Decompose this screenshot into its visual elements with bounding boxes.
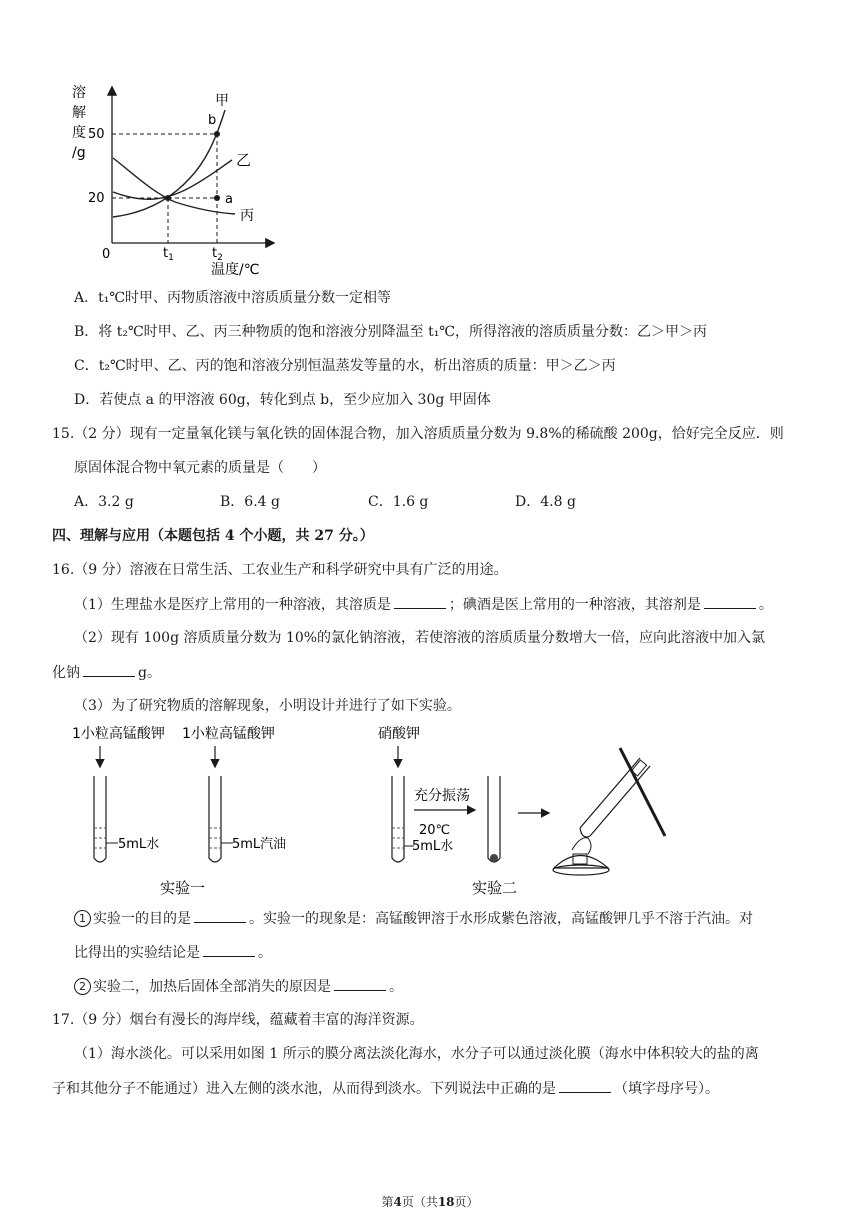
q16-stem: 16.（9 分）溶液在日常生活、工农业生产和科学研究中具有广泛的用途。: [52, 562, 508, 578]
q16-part2-text-b: g。: [138, 665, 161, 681]
xtick-t2: $t_2$: [212, 246, 223, 263]
q17-stem: 17.（9 分）烟台有漫长的海岸线，蕴藏着丰富的海洋资源。: [52, 1012, 424, 1028]
q17-blank-answer[interactable]: [559, 1078, 611, 1093]
q14-option-a: A．t₁℃时甲、丙物质溶液中溶质质量分数一定相等: [74, 290, 392, 306]
q15-stem-line2: 原固体混合物中氧元素的质量是（ ）: [74, 460, 326, 476]
q16-sub2-text-b: 。: [389, 979, 403, 995]
q16-blank-exp1-conclusion[interactable]: [203, 942, 255, 957]
q16-sub1-text-b: 。实验一的现象是：高锰酸钾溶于水形成紫色溶液，高锰酸钾几乎不溶于汽油。对: [249, 911, 753, 927]
xtick-t1: $t_1$: [163, 246, 174, 263]
q16-blank-nacl-mass[interactable]: [83, 662, 135, 677]
ylabel-char-4: /g: [72, 145, 86, 161]
ytick-20: 20: [88, 191, 105, 206]
point-b-label: b: [208, 113, 217, 128]
exp2-label-temp: 20℃: [419, 823, 451, 838]
q16-blank-exp2-reason[interactable]: [334, 976, 386, 991]
ylabel-char-2: 解: [72, 105, 86, 121]
point-b-marker: [214, 131, 220, 137]
q15-option-a: A．3.2 g: [74, 494, 134, 510]
q16-part1-text-b: ；碘酒是医上常用的一种溶液，其溶剂是: [448, 597, 701, 613]
q16-part2-line2: [52, 662, 161, 683]
origin-label: 0: [102, 247, 111, 262]
footer-middle: 页（共: [401, 1195, 438, 1209]
q15-stem-line1: 15.（2 分）现有一定量氧化镁与氧化铁的固体混合物，加入溶质质量分数为 9.8%的稀硫酸 200g，恰好完全反应．则: [52, 426, 784, 442]
footer-total-pages: 18: [437, 1195, 455, 1209]
q16-sub1-line2-text-b: 。: [258, 945, 272, 961]
circled-number-2: 2: [74, 978, 91, 995]
ytick-50: 50: [88, 127, 105, 142]
q16-blank-exp1-purpose[interactable]: [194, 908, 246, 923]
intersection-marker: [165, 195, 171, 201]
exp2-tube-1: [392, 776, 404, 862]
xlabel: 温度/℃: [211, 262, 260, 278]
q16-part1-end: 。: [758, 597, 773, 613]
q16-sub1-text-a: 实验一的目的是: [93, 911, 191, 927]
heating-setup: [553, 748, 665, 875]
q16-sub2: [74, 976, 403, 997]
q17-part1-text-a: 子和其他分子不能通过）进入左侧的淡水池，从而得到淡水。下列说法中正确的是: [52, 1081, 556, 1097]
q16-sub2-text-a: 实验二，加热后固体全部消失的原因是: [93, 979, 331, 995]
q16-part2-line1: （2）现有 100g 溶质质量分数为 10%的氯化钠溶液，若使溶液的溶质质量分数增大一倍，应向此溶液中加入氯: [74, 630, 766, 646]
circled-number-1: 1: [74, 910, 91, 927]
point-a-label: a: [225, 192, 233, 207]
exp2-caption: 实验二: [472, 879, 518, 897]
q16-sub1-line2-text-a: 比得出的实验结论是: [74, 945, 200, 961]
ylabel-char-3: 度: [72, 125, 86, 141]
q17-part1-text-b: （填字母序号）。: [614, 1081, 719, 1097]
q16-sub1-line2: [74, 942, 272, 963]
solubility-graph: [60, 80, 290, 280]
curve-yi-label: 乙: [236, 151, 252, 169]
point-a-marker: [214, 195, 220, 201]
curve-bing-label: 丙: [240, 208, 254, 224]
q16-blank-solute[interactable]: [394, 594, 446, 609]
exp2-label-water: 5mL水: [412, 839, 454, 854]
q17-part1-line1: （1）海水淡化。可以采用如图 1 所示的膜分离法淡化海水，水分子可以通过淡化膜（海水中体积较大的盐的离: [74, 1046, 759, 1062]
exp1-label-kmno4-gasoline: 1小粒高锰酸钾: [182, 726, 275, 742]
q14-option-b: B．将 t₂℃时甲、乙、丙三种物质的饱和溶液分别降温至 t₁℃，所得溶液的溶质质量分数：乙＞甲＞丙: [74, 324, 707, 340]
footer-suffix: 页）: [454, 1195, 479, 1209]
exp1-label-kmno4-water: 1小粒高锰酸钾: [72, 726, 165, 742]
ylabel-char-1: 溶: [72, 85, 86, 101]
exp1-caption: 实验一: [160, 879, 206, 897]
q15-option-c: C．1.6 g: [368, 494, 429, 510]
q16-part2-text-a: 化钠: [52, 665, 80, 681]
q15-option-b: B．6.4 g: [220, 494, 280, 510]
q16-part1: [74, 594, 773, 615]
page-footer: [0, 1193, 860, 1210]
q16-blank-solvent[interactable]: [704, 594, 756, 609]
q14-option-c: C．t₂℃时甲、乙、丙的饱和溶液分别恒温蒸发等量的水，析出溶质的质量：甲＞乙＞丙: [74, 358, 616, 374]
exp1-label-water: 5mL水: [118, 837, 160, 852]
exp1-label-gasoline: 5mL汽油: [232, 837, 287, 852]
q15-option-d: D．4.8 g: [515, 494, 576, 510]
section-heading: 四、理解与应用（本题包括 4 个小题，共 27 分。）: [52, 528, 374, 544]
exp1-tube-2: [209, 776, 221, 862]
exp1-tube-1: [94, 776, 106, 862]
exp2-solid: [490, 854, 498, 862]
exp2-tube-2: [488, 776, 500, 862]
experiment-diagram: [60, 718, 700, 898]
q16-part1-text-a: （1）生理盐水是医疗上常用的一种溶液，其溶质是: [74, 597, 391, 613]
q16-sub1-line1: [74, 908, 753, 929]
q14-option-d: D．若使点 a 的甲溶液 60g，转化到点 b，至少应加入 30g 甲固体: [74, 392, 491, 408]
footer-page-number: 4: [393, 1195, 402, 1209]
exp2-label-kno3: 硝酸钾: [378, 726, 420, 742]
footer-prefix: 第: [381, 1195, 394, 1209]
curve-jia-label: 甲: [215, 93, 229, 109]
q16-part3: （3）为了研究物质的溶解现象，小明设计并进行了如下实验。: [74, 698, 461, 714]
exp2-label-shake: 充分振荡: [414, 788, 470, 804]
q17-part1-line2: [52, 1078, 719, 1099]
